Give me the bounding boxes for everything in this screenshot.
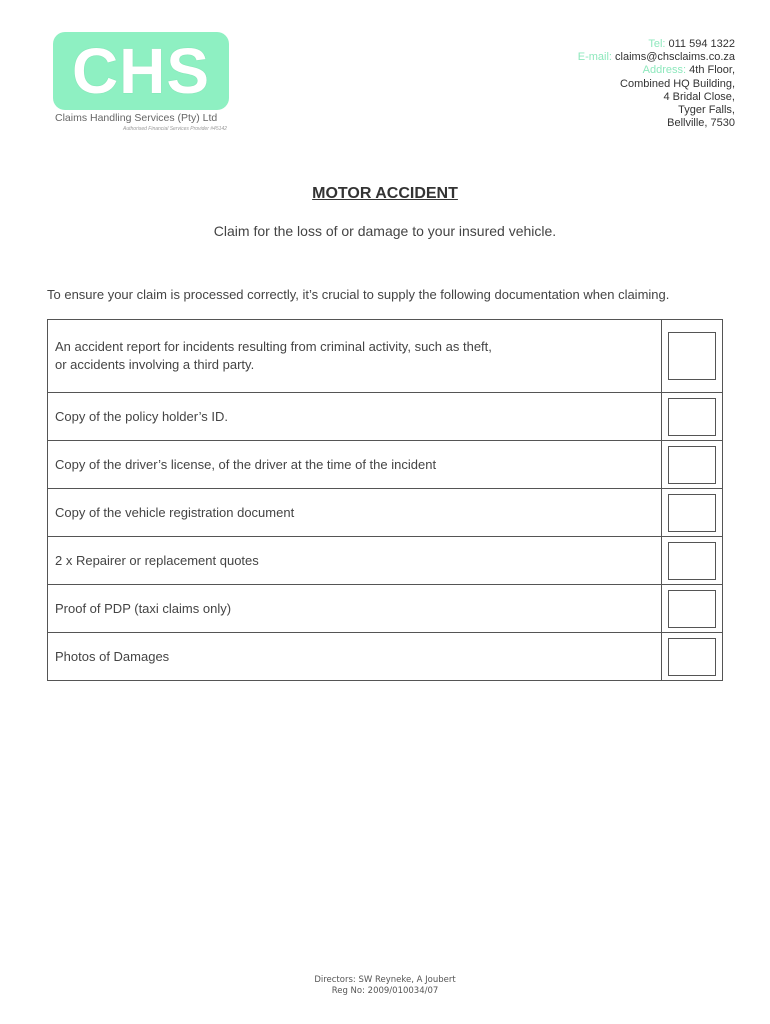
checklist-item-text	[48, 320, 662, 393]
checklist-row	[48, 441, 723, 489]
checklist-row	[48, 489, 723, 537]
address-line-5: Bellville, 7530	[667, 117, 735, 130]
address-line-2: Combined HQ Building,	[620, 77, 735, 90]
documentation-checklist	[47, 319, 723, 681]
page-footer	[0, 975, 770, 997]
checklist-row	[48, 393, 723, 441]
contact-tel	[578, 38, 735, 51]
checklist-item-text: Copy of the vehicle registration document	[48, 489, 662, 537]
footer-registration: Reg No: 2009/010034/07	[331, 986, 439, 996]
address-label: Address:	[642, 64, 687, 77]
tel-label: Tel:	[648, 38, 666, 50]
checklist-row	[48, 633, 723, 681]
checkbox-cell	[662, 393, 723, 441]
page-subtitle: Claim for the loss of or damage to your insured vehicle.	[213, 223, 557, 239]
address-line-4: Tyger Falls,	[678, 104, 735, 117]
footer-directors: Directors: SW Reyneke, A Joubert	[314, 975, 456, 985]
checklist-row	[48, 585, 723, 633]
contact-address	[578, 64, 735, 77]
address-line-3: 4 Bridal Close,	[663, 90, 735, 103]
checkbox-cell	[662, 489, 723, 537]
checkbox[interactable]	[668, 446, 716, 484]
contact-block	[578, 38, 735, 130]
checkbox[interactable]	[668, 494, 716, 532]
email-label: E-mail:	[577, 51, 612, 64]
checklist-item-text: 2 x Repairer or replacement quotes	[48, 537, 662, 585]
address-line-1: 4th Floor,	[689, 64, 735, 77]
logo-tagline: Authorised Financial Services Provider #45142	[123, 126, 227, 132]
email-value: claims@chsclaims.co.za	[615, 51, 735, 64]
checkbox[interactable]	[668, 332, 716, 380]
logo-letters: CHS	[71, 35, 211, 107]
checkbox[interactable]	[668, 638, 716, 676]
page-title: MOTOR ACCIDENT	[312, 185, 458, 202]
checkbox[interactable]	[668, 590, 716, 628]
logo-company-name: Claims Handling Services (Pty) Ltd	[55, 112, 218, 124]
checklist-row	[48, 320, 723, 393]
checkbox-cell	[662, 585, 723, 633]
contact-email	[578, 51, 735, 64]
checkbox-cell	[662, 537, 723, 585]
tel-value: 011 594 1322	[668, 38, 735, 50]
checklist-item-text: Copy of the driver’s license, of the driver at the time of the incident	[48, 441, 662, 489]
checklist-item-text: Photos of Damages	[48, 633, 662, 681]
checklist-item-line: An accident report for incidents resulting from criminal activity, such as theft,	[55, 339, 492, 354]
checklist-row	[48, 537, 723, 585]
checkbox-cell	[662, 633, 723, 681]
checklist-item-line: or accidents involving a third party.	[55, 357, 255, 372]
checkbox[interactable]	[668, 542, 716, 580]
checkbox[interactable]	[668, 398, 716, 436]
checkbox-cell	[662, 320, 723, 393]
company-logo	[53, 32, 233, 132]
checkbox-cell	[662, 441, 723, 489]
checklist-item-text: Copy of the policy holder’s ID.	[48, 393, 662, 441]
intro-text: To ensure your claim is processed correctly, it’s crucial to supply the following documentation when claiming.	[47, 287, 670, 302]
checklist-item-text: Proof of PDP (taxi claims only)	[48, 585, 662, 633]
